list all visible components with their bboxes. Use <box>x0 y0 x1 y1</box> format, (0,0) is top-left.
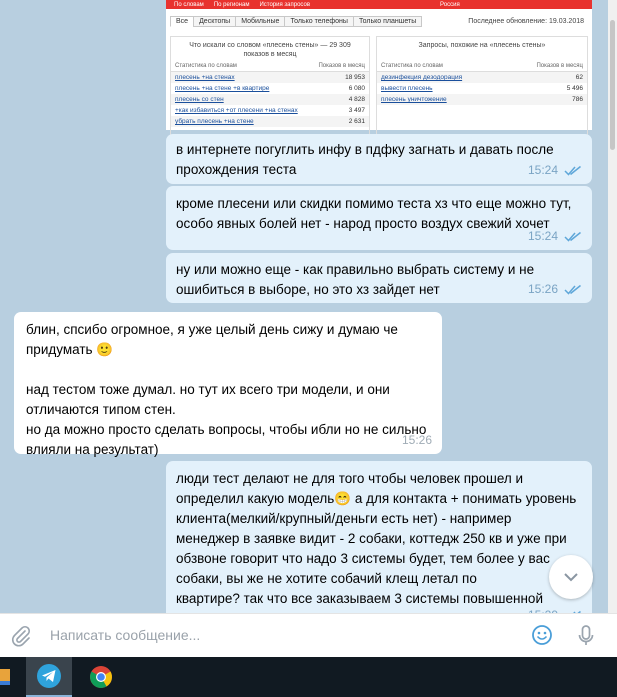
panel-row-keyword: плесень +на стенах <box>175 74 235 81</box>
screenshot-tabs <box>170 16 421 27</box>
panel-row-value: 18 953 <box>345 74 365 81</box>
panel-row-keyword: вывести плесень <box>381 85 433 92</box>
screenshot-tab: Все <box>170 16 194 27</box>
screenshot-tab: Мобильные <box>235 16 285 27</box>
panel-col-label: Статистика по словам <box>381 63 443 69</box>
message-outgoing[interactable] <box>166 253 592 303</box>
screenshot-updated: Последнее обновление: 19.03.2018 <box>468 18 584 25</box>
message-text: люди тест делают не для того чтобы человек прошел и определил какую модель😁 а для контакта + понимать уровень клиента(мелкий/крупный/деньги есть нет) - например менеджер в заявке видит - 2 собаки, коттедж 250 кв и уже при обзвоне говорит что надо 3 системы будет, тем более у вас собаки, вы же не хотите собачий клещ летал по квартире? так что все заказываем 3 системы повышенной <box>176 471 577 606</box>
message-outgoing[interactable] <box>166 134 592 184</box>
message-meta <box>402 430 432 450</box>
panel-row-value: 62 <box>575 74 583 81</box>
message-time: 15:26 <box>527 282 558 296</box>
scroll-to-bottom-button[interactable] <box>549 555 593 599</box>
panel-row-value: 5 496 <box>566 85 583 92</box>
panel-row-keyword: плесень +на стене +в квартире <box>175 85 270 92</box>
screenshot-topbar <box>166 0 592 9</box>
panel-header <box>171 63 369 72</box>
taskbar-telegram[interactable] <box>26 657 72 697</box>
message-text: ну или можно еще - как правильно выбрать систему и не ошибиться в выборе, но это хз зайдет нет <box>176 262 535 297</box>
panel-row-keyword: плесень со стен <box>175 96 224 103</box>
double-check-icon <box>564 165 582 176</box>
screenshot-tab: Десктопы <box>193 16 236 27</box>
panel-row-keyword: +как избавиться +от плесени +на стенах <box>175 107 298 114</box>
panel-row-value: 6 080 <box>348 85 365 92</box>
panel-row-keyword: убрать плесень +на стене <box>175 118 254 125</box>
taskbar-chrome[interactable] <box>78 657 124 697</box>
panel-row <box>377 83 587 94</box>
emoji-icon[interactable] <box>531 624 553 646</box>
double-check-icon <box>564 284 582 295</box>
double-check-icon <box>564 231 582 242</box>
chevron-down-icon <box>563 572 579 582</box>
screenshot-topbar-item: По словам <box>174 1 204 8</box>
panel-title: Запросы, похожие на «плесень стены» <box>418 42 546 49</box>
panel-row <box>377 94 587 105</box>
panel-row-keyword: дезинфекция дезодорация <box>381 74 463 81</box>
message-meta <box>528 226 582 246</box>
screenshot-tab: Только телефоны <box>284 16 354 27</box>
message-text: кроме плесени или скидки помимо теста хз что еще можно тут, особо явных болей нет - народ просто воздух свежий хочет <box>176 196 572 231</box>
message-outgoing[interactable] <box>166 186 592 250</box>
panel-row <box>171 116 369 127</box>
panel-row <box>171 83 369 94</box>
app-icon[interactable] <box>0 667 14 687</box>
panel-row-keyword: плесень уничтожение <box>381 96 447 103</box>
screenshot-tab: Только планшеты <box>353 16 422 27</box>
screenshot-topbar-item: По регионам <box>213 1 250 8</box>
message-text: блин, спсибо огромное, я уже целый день сижу и думаю че придумать 🙂 над тестом тоже думал. но тут их всего три модели, и они отличаются типом стен. но да можно просто сделать вопросы, чтобы ибли но не сильно влияли на результат) <box>26 322 427 457</box>
message-input[interactable]: Написать сообщение... <box>50 627 201 643</box>
message-composer <box>0 613 617 657</box>
panel-row-value: 786 <box>572 96 583 103</box>
message-incoming[interactable] <box>14 312 442 457</box>
panel-row <box>171 105 369 116</box>
telegram-icon <box>36 663 62 689</box>
message-time: 15:24 <box>527 163 558 177</box>
message-outgoing[interactable] <box>166 461 592 621</box>
panel-title: Что искали со словом «плесень стены» — 29 309 показов в месяц <box>189 42 351 58</box>
panel-col-label: Показов в месяц <box>318 63 365 69</box>
screenshot-left-panel <box>170 36 370 136</box>
paperclip-icon[interactable] <box>10 625 32 647</box>
panel-row <box>377 72 587 83</box>
panel-header <box>377 63 587 72</box>
message-text: в интернете погуглить инфу в пдфку загнать и давать после прохождения теста <box>176 142 554 177</box>
panel-row-value: 2 631 <box>348 118 365 125</box>
message-time: 15:24 <box>527 229 558 243</box>
screenshot-image[interactable] <box>166 0 592 130</box>
panel-row-value: 4 828 <box>348 96 365 103</box>
panel-col-label: Показов в месяц <box>536 63 583 69</box>
message-meta <box>528 160 582 180</box>
panel-row-value: 3 497 <box>348 107 365 114</box>
taskbar <box>0 657 617 697</box>
panel-row <box>171 94 369 105</box>
panel-row <box>171 72 369 83</box>
message-meta <box>528 279 582 299</box>
screenshot-right-panel <box>376 36 588 136</box>
screenshot-topbar-item: Россия <box>440 1 460 8</box>
screenshot-topbar-item: История запросов <box>259 1 311 8</box>
panel-col-label: Статистика по словам <box>175 63 237 69</box>
microphone-icon[interactable] <box>577 624 595 648</box>
chrome-icon <box>89 665 113 689</box>
scrollbar-thumb[interactable] <box>610 20 615 150</box>
message-time: 15:26 <box>401 433 432 447</box>
